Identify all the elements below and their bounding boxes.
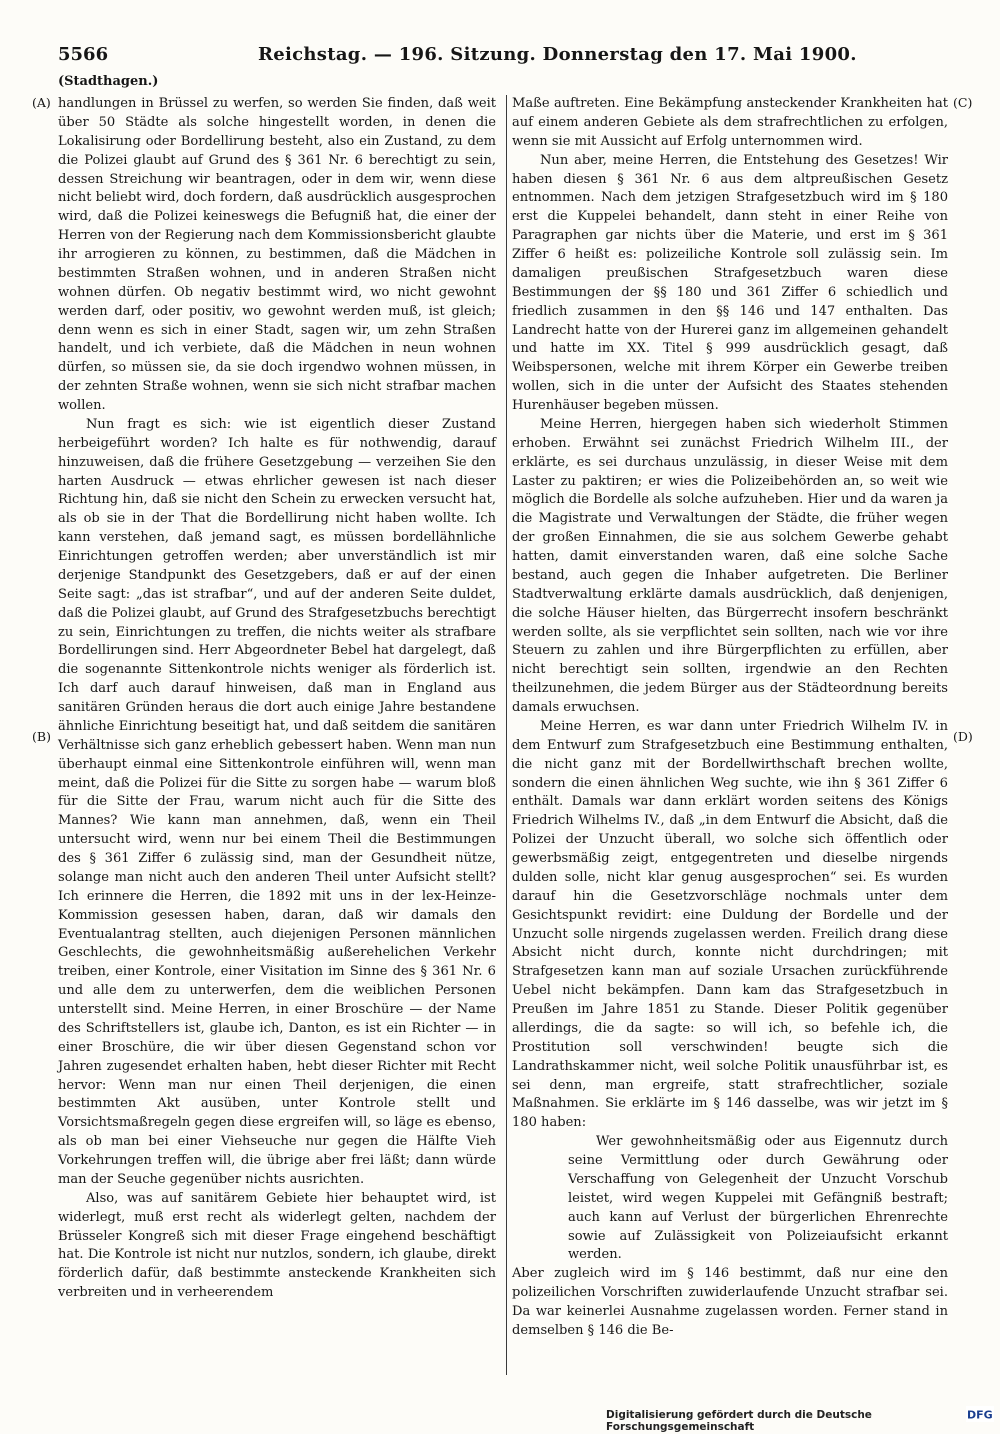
block-quote: Wer gewohnheitsmäßig oder aus Eigennutz durch seine Vermittlung oder durch Gewährung oder Verschaffung von Gelegenheit der Unzucht Vorschub leistet, wird wegen Kuppelei mit Gefängniß bestraft; auch kann auf Verlust der bürgerlichen Ehrenrechte sowie auf Zulässigkeit von Polizeiaufsicht erkannt werden. <box>568 1134 948 1263</box>
margin-marker-c: (C) <box>953 95 973 110</box>
left-column <box>58 95 496 1303</box>
dfg-logo-text: DFG <box>967 1408 993 1422</box>
margin-marker-a: (A) <box>32 95 51 110</box>
paragraph: Meine Herren, es war dann unter Friedrich Wilhelm IV. in dem Entwurf zum Strafgesetzbuch eine Bestimmung enthalten, die nicht ganz mit der Bordellwirthschaft brechen wollte, sondern die einen ähnlichen Weg suchte, wie ihn § 361 Ziffer 6 enthält. Damals war dann erklärt worden seitens des Königs Friedrich Wilhelms IV., daß „in dem Entwurf die Absicht, daß die Polizei der Unzucht überall, wo solche sich öffentlich oder gewerbsmäßig zeigt, entgegentreten und dieselbe nirgends dulden solle, nicht klar genug ausgesprochen“ sei. Es wurden darauf hin die Gesetzvorschläge nochmals unter dem Gesichtspunkt revidirt: eine Duldung der Bordelle und der Unzucht solle nirgends zugelassen werden. Freilich drang diese Absicht nicht durch, konnte nicht durchdringen; mit Strafgesetzen kann man auf soziale Ursachen zurückführende Uebel nicht bekämpfen. Dann kam das Strafgesetzbuch in Preußen im Jahre 1851 zu Stande. Dieser Politik gegenüber allerdings, die da sagte: so will ich, so befehle ich, die Prostitution soll verschwinden! beugte sich die Landrathskammer nicht, weil solche Politik unausführbar ist, es sei denn, man ergreife, statt strafrechtlicher, soziale Maßnahmen. Sie erklärte im § 146 dasselbe, was wir jetzt im § 180 haben: <box>512 718 948 1131</box>
margin-marker-d: (D) <box>953 729 973 744</box>
margin-marker-b: (B) <box>32 729 51 744</box>
page-number: 5566 <box>58 44 109 65</box>
speaker-name: (Stadthagen.) <box>58 74 159 89</box>
dfg-logo <box>966 1406 994 1422</box>
paragraph: Nun fragt es sich: wie ist eigentlich dieser Zustand herbeigeführt worden? Ich halte es für nothwendig, darauf hinzuweisen, daß die frühere Gesetzgebung — verzeihen Sie den harten Ausdruck — etwas ehrlicher gewesen ist nach dieser Richtung hin, daß sie nicht den Schein zu erwecken versucht hat, als ob sie in der That die Bordellirung nicht haben wollte. Ich kann verstehen, daß jemand sagt, es müssen bordellähnliche Einrichtungen getroffen werden; aber unverständlich ist mir derjenige Standpunkt des Gesetzgebers, daß er auf der einen Seite sagt: „das ist strafbar“, und auf der anderen Seite duldet, daß die Polizei glaubt, auf Grund des Strafgesetzbuchs berechtigt zu sein, Einrichtungen zu treffen, die nichts weiter als strafbare Bordellirungen sind. Herr Abgeordneter Bebel hat dargelegt, daß die sogenannte Sittenkontrole nichts weniger als förderlich ist. Ich darf auch darauf hinweisen, daß man in England aus sanitären Gründen heraus die dort auch einige Jahre bestandene ähnliche Einrichtung beseitigt hat, und daß seitdem die sanitären Verhältnisse sich ganz erheblich gebessert haben. Wenn man nun überhaupt einmal eine Sittenkontrole einführen will, wenn man meint, daß die Polizei für die Sitte zu sorgen habe — warum bloß für die Sitte der Frau, warum nicht auch für die Sitte des Mannes? Wie kann man annehmen, daß, wenn ein Theil untersucht wird, wenn nur bei einem Theil die Bestimmungen des § 361 Ziffer 6 zulässig sind, man der Gesundheit nütze, solange man nicht auch den anderen Theil unter Aufsicht stellt? Ich erinnere die Herren, die 1892 mit uns in der lex-Heinze-Kommission gesessen haben, daran, daß wir damals den Eventualantrag stellten, auch diejenigen Personen männlichen Geschlechts, die gewohnheitsmäßig außerehelichen Verkehr treiben, einer Kontrole, einer Visitation im Sinne des § 361 Nr. 6 und alle dem zu unterwerfen, dem die weiblichen Personen unterstellt sind. Meine Herren, in einer Broschüre — der Name des Schriftstellers ist, glaube ich, Danton, es ist ein Richter — in einer Broschüre, die wir über diesen Gegenstand schon vor Jahren zugesendet erhalten haben, hebt dieser Richter mit Recht hervor: Wenn man nur einen Theil derjenigen, die einen bestimmten Akt ausüben, unter Kontrole stellt und Vorsichtsmaßregeln gegen diese ergreifen will, so läge es ebenso, als ob man bei einer Viehseuche nur gegen die Hälfte Vieh Vorkehrungen treffen will, die übrige aber frei läßt; dann würde man der Seuche gegenüber nichts ausrichten. <box>58 416 496 1187</box>
right-column <box>512 95 948 1341</box>
paragraph: Maße auftreten. Eine Bekämpfung ansteckender Krankheiten hat auf einem anderen Gebiete als dem strafrechtlichen zu erfolgen, wenn sie mit Aussicht auf Erfolg unternommen wird. <box>512 96 948 149</box>
paragraph: Nun aber, meine Herren, die Entstehung des Gesetzes! Wir haben diesen § 361 Nr. 6 aus dem altpreußischen Gesetz entnommen. Nach dem jetzigen Strafgesetzbuch wird im § 180 erst die Kuppelei behandelt, dann steht in einer Reihe von Paragraphen gar nichts über die Materie, und erst im § 361 Ziffer 6 heißt es: polizeiliche Kontrole soll zulässig sein. Im damaligen preußischen Strafgesetzbuch waren diese Bestimmungen der §§ 180 und 361 Ziffer 6 schiedlich und friedlich zusammen in den §§ 146 und 147 enthalten. Das Landrecht hatte von der Hurerei ganz im allgemeinen gehandelt und hatte im XX. Titel § 999 ausdrücklich gesagt, daß Weibspersonen, welche mit ihrem Körper ein Gewerbe treiben wollen, sich in die unter der Aufsicht des Staates stehenden Hurenhäuser begeben müssen. <box>512 152 948 413</box>
page-header <box>58 44 948 68</box>
column-divider <box>506 95 507 1375</box>
digitization-credit: Digitalisierung gefördert durch die Deutsche Forschungsgemeinschaft <box>606 1409 872 1433</box>
paragraph: Aber zugleich wird im § 146 bestimmt, daß nur eine den polizeilichen Vorschriften zuwiderlaufende Unzucht strafbar sei. Da war keinerlei Ausnahme zugelassen worden. Ferner stand in demselben § 146 die Be- <box>512 1266 948 1338</box>
paragraph: handlungen in Brüssel zu werfen, so werden Sie finden, daß weit über 50 Städte als solche hingestellt worden, in denen die Lokalisirung oder Bordellirung besteht, also ein Zustand, zu dem die Polizei glaubt auf Grund des § 361 Nr. 6 berechtigt zu sein, dessen Streichung wir beantragen, oder in dem wir, wenn diese nicht beliebt wird, doch fordern, daß ausdrücklich ausgesprochen wird, daß die Polizei keineswegs die Befugniß hat, die einer der Herren von der Regierung nach dem Kommissionsbericht glaubte ihr arrogieren zu können, zu bestimmen, daß die Mädchen in bestimmten Straßen wohnen, und in anderen Straßen nicht wohnen dürfen. Ob negativ bestimmt wird, wo nicht gewohnt werden darf, oder positiv, wo gewohnt werden muß, ist gleich; denn wenn es sich in einer Stadt, sagen wir, um zehn Straßen handelt, und ich verbiete, daß die Mädchen in neun wohnen dürfen, so müssen sie, da sie doch irgendwo wohnen müssen, in der zehnten Straße wohnen, wenn sie sich nicht strafbar machen wollen. <box>58 96 496 413</box>
running-head: Reichstag. — 196. Sitzung. Donnerstag den 17. Mai 1900. <box>258 44 857 65</box>
paragraph: Meine Herren, hiergegen haben sich wiederholt Stimmen erhoben. Erwähnt sei zunächst Friedrich Wilhelm III., der erklärte, es sei durchaus unzulässig, in dieser Weise mit dem Laster zu paktiren; er wies die Polizeibehörden an, so weit wie möglich die Bordelle als solche aufzuheben. Hier und da waren ja die Magistrate und Verwaltungen der Städte, die früher wegen der großen Einnahmen, die sie aus solchem Gewerbe gehabt hatten, damit einverstanden waren, daß eine solche Sache bestand, auch gegen die Inhaber aufgetreten. Die Berliner Stadtverwaltung erklärte damals ausdrücklich, daß denjenigen, die solche Häuser hielten, das Bürgerrecht insofern beschränkt werden sollte, als sie verpflichtet sein sollten, nach wie vor ihre Steuern zu zahlen und ihre Bürgerpflichten zu erfüllen, aber nicht berechtigt sein sollten, irgendwie an den Rechten theilzunehmen, die jedem Bürger aus der Städteordnung bereits damals erwuchsen. <box>512 416 948 715</box>
paragraph: Also, was auf sanitärem Gebiete hier behauptet wird, ist widerlegt, muß erst recht als widerlegt gelten, nachdem der Brüsseler Kongreß sich mit dieser Frage eingehend beschäftigt hat. Die Kontrole ist nicht nur nutzlos, sondern, ich glaube, direkt förderlich dafür, daß bestimmte ansteckende Krankheiten sich verbreiten und in verheerendem <box>58 1190 496 1301</box>
